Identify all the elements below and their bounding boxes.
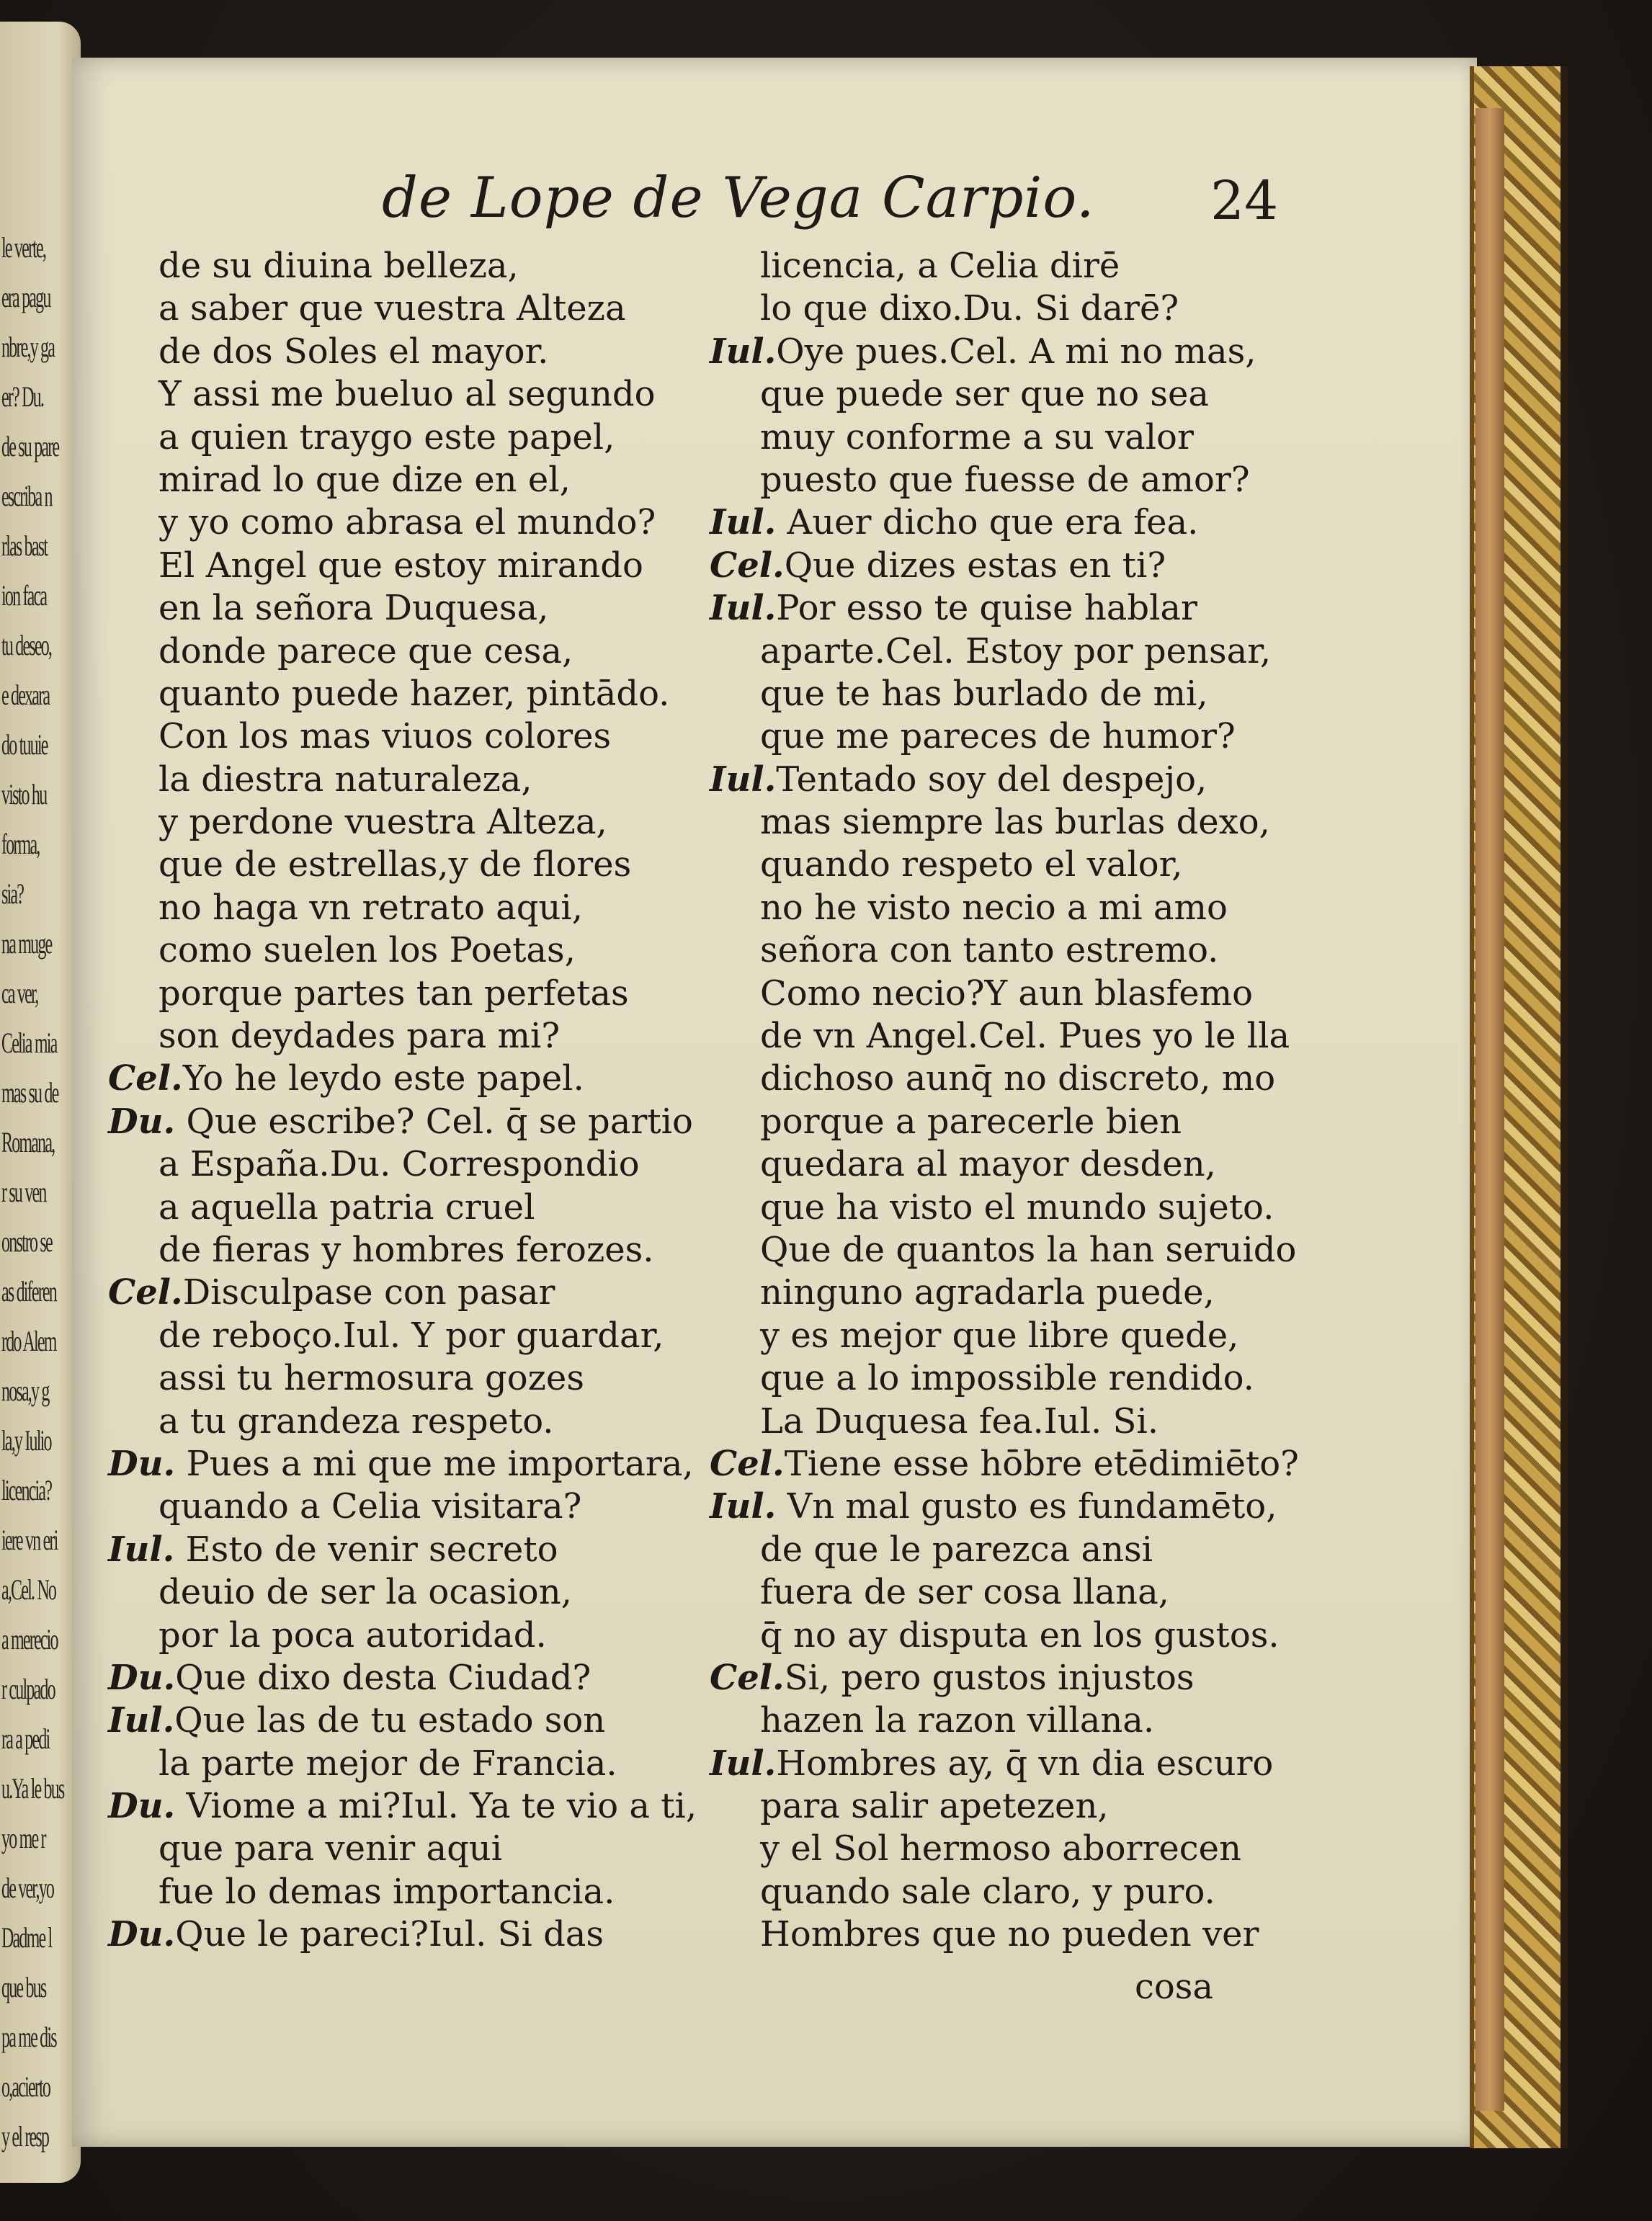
verse-text: Pues a mi que me importara, <box>175 1443 694 1484</box>
verse-line <box>108 630 728 673</box>
facing-page-fragment: onstro se <box>1 1225 52 1258</box>
verse-text: y es mejor que libre quede, <box>760 1315 1239 1356</box>
verse-line <box>108 1443 728 1485</box>
verse-text: muy conforme a su valor <box>760 416 1194 457</box>
verse-line <box>710 887 1372 929</box>
verse-line <box>710 1699 1372 1742</box>
speaker-label: Iul. <box>710 331 777 372</box>
verse-text: que ha visto el mundo sujeto. <box>760 1187 1274 1228</box>
verse-text: Tiene esse hōbre etēdimiēto? <box>784 1443 1299 1484</box>
verse-text: puesto que fuesse de amor? <box>760 459 1250 500</box>
verse-text: que para venir aqui <box>158 1828 503 1869</box>
verse-text: La Duquesa fea.Iul. Si. <box>760 1400 1158 1442</box>
verse-line <box>108 373 728 416</box>
verse-text: Que de quantos la han seruido <box>760 1229 1297 1270</box>
facing-page-fragment: mas su de <box>1 1076 58 1109</box>
verse-line <box>710 245 1372 287</box>
verse-line <box>108 1485 728 1528</box>
verse-line <box>710 673 1372 715</box>
facing-page-fragment: o,acierto <box>1 2070 50 2103</box>
verse-line <box>710 1614 1372 1657</box>
verse-text: licencia, a Celia dirē <box>760 246 1120 286</box>
text-column-right <box>710 245 1372 1957</box>
speaker-label: Iul. <box>108 1529 175 1570</box>
speaker-label: Du. <box>108 1101 176 1142</box>
verse-line <box>108 459 728 501</box>
facing-page-fragment: a,Cel. No <box>1 1573 56 1606</box>
facing-page-fragment: ion faca <box>1 579 47 612</box>
verse-text: ninguno agradarla puede, <box>760 1272 1215 1313</box>
verse-line <box>108 545 728 587</box>
verse-line <box>710 1871 1372 1913</box>
facing-page-fragment: Celia mia <box>1 1027 57 1059</box>
verse-text: que de estrellas,y de flores <box>158 844 632 885</box>
verse-text: a saber que vuestra Alteza <box>158 288 626 329</box>
verse-line <box>108 1828 728 1870</box>
facing-page-fragment: le verte, <box>1 231 46 264</box>
facing-page-edge <box>0 22 81 2183</box>
verse-text: son deydades para mi? <box>158 1016 561 1057</box>
verse-text: por la poca autoridad. <box>158 1614 547 1655</box>
speaker-label: Cel. <box>710 545 785 586</box>
verse-text: quando sale claro, y puro. <box>760 1871 1215 1912</box>
verse-line <box>108 1357 728 1400</box>
facing-page-fragment: de su pare <box>1 430 59 462</box>
verse-line <box>710 287 1372 330</box>
verse-line <box>108 759 728 801</box>
verse-line <box>108 1529 728 1571</box>
speaker-label: Cel. <box>108 1058 183 1099</box>
verse-text: quando a Celia visitara? <box>158 1486 582 1527</box>
verse-line <box>108 1785 728 1828</box>
verse-text: fuera de ser cosa llana, <box>760 1572 1169 1613</box>
verse-text: no haga vn retrato aqui, <box>158 887 584 928</box>
verse-line <box>108 587 728 630</box>
verse-line <box>108 287 728 330</box>
verse-line <box>108 844 728 886</box>
facing-page-fragment: Romana, <box>1 1126 55 1158</box>
verse-line <box>108 1315 728 1357</box>
verse-line <box>710 1485 1372 1528</box>
verse-text: como suelen los Poetas, <box>158 930 576 971</box>
facing-page-fragment: yo me r <box>1 1822 45 1854</box>
speaker-label: Iul. <box>710 1486 777 1527</box>
facing-page-fragment: ra a pedi <box>1 1722 50 1755</box>
speaker-label: Cel. <box>710 1443 785 1484</box>
page-block-edge <box>1475 108 1504 2111</box>
verse-text: dichoso aunq̄ no discreto, mo <box>760 1058 1276 1099</box>
speaker-label: Iul. <box>710 759 777 800</box>
verse-line <box>710 1400 1372 1443</box>
verse-line <box>108 673 728 715</box>
verse-line <box>108 801 728 844</box>
speaker-label: Iul. <box>710 588 777 629</box>
running-head: de Lope de Vega Carpio. <box>382 166 1095 231</box>
verse-line <box>710 1913 1372 1956</box>
facing-page-fragment: Dadme l <box>1 1921 52 1954</box>
verse-line <box>710 1529 1372 1571</box>
verse-text: assi tu hermosura gozes <box>158 1358 584 1399</box>
verse-line <box>710 929 1372 972</box>
catchword: cosa <box>1135 1967 1214 2007</box>
verse-text: hazen la razon villana. <box>760 1700 1155 1741</box>
speaker-label: Du. <box>108 1914 176 1955</box>
verse-text: Y assi me bueluo al segundo <box>158 374 656 415</box>
verse-line <box>710 1828 1372 1870</box>
verse-text: Que le pareci?Iul. Si das <box>175 1914 604 1955</box>
verse-text: Hombres que no pueden ver <box>760 1914 1259 1955</box>
verse-text: en la señora Duquesa, <box>158 588 549 629</box>
verse-line <box>108 1614 728 1657</box>
verse-line <box>108 1187 728 1229</box>
verse-line <box>108 1229 728 1272</box>
speaker-label: Cel. <box>108 1272 183 1313</box>
verse-text: mirad lo que dize en el, <box>158 459 571 500</box>
verse-line <box>710 501 1372 544</box>
verse-line <box>108 1871 728 1913</box>
verse-line <box>108 1272 728 1314</box>
verse-text: deuio de ser la ocasion, <box>158 1572 572 1613</box>
verse-line <box>108 973 728 1015</box>
verse-text: Que dizes estas en ti? <box>784 545 1166 586</box>
verse-line <box>710 844 1372 886</box>
verse-text: Con los mas viuos colores <box>158 716 612 757</box>
verse-text: mas siempre las burlas dexo, <box>760 802 1270 843</box>
facing-page-fragment: sia? <box>1 877 24 910</box>
verse-text: a tu grandeza respeto. <box>158 1400 554 1442</box>
verse-line <box>710 1443 1372 1485</box>
verse-text: que puede ser que no sea <box>760 374 1210 415</box>
facing-page-fragment: na muge <box>1 927 52 960</box>
verse-line <box>108 1015 728 1058</box>
verse-text: q̄ no ay disputa en los gustos. <box>760 1614 1280 1655</box>
verse-line <box>710 1357 1372 1400</box>
verse-line <box>710 416 1372 459</box>
speaker-label: Iul. <box>108 1700 175 1741</box>
verse-text: Que las de tu estado son <box>174 1700 606 1741</box>
verse-text: aparte.Cel. Estoy por pensar, <box>760 630 1272 671</box>
verse-line <box>710 630 1372 673</box>
verse-text: donde parece que cesa, <box>158 630 573 671</box>
verse-text: no he visto necio a mi amo <box>760 887 1228 928</box>
facing-page-fragment: as diferen <box>1 1275 56 1308</box>
facing-page-fragment: forma, <box>1 828 40 860</box>
verse-text: quando respeto el valor, <box>760 844 1183 885</box>
verse-text: la diestra naturaleza, <box>158 759 532 800</box>
verse-line <box>710 1058 1372 1100</box>
facing-page-fragment: a merecio <box>1 1623 58 1655</box>
facing-page-fragment: r culpado <box>1 1673 55 1705</box>
verse-line <box>710 1571 1372 1614</box>
verse-line <box>710 973 1372 1015</box>
verse-line <box>108 1400 728 1443</box>
verse-text: a quien traygo este papel, <box>158 416 615 457</box>
verse-line <box>710 715 1372 758</box>
verse-text: de dos Soles el mayor. <box>158 331 549 372</box>
verse-text: a aquella patria cruel <box>158 1187 535 1228</box>
verse-text: Auer dicho que era fea. <box>776 502 1199 543</box>
facing-page-fragment: er? Du. <box>1 380 44 413</box>
facing-page-fragment: pa me dis <box>1 2021 56 2053</box>
verse-text: quedara al mayor desden, <box>760 1144 1216 1185</box>
verse-text: Por esso te quise hablar <box>776 588 1197 629</box>
verse-text: Que dixo desta Ciudad? <box>175 1657 591 1698</box>
verse-line <box>108 1058 728 1100</box>
verse-text: la parte mejor de Francia. <box>158 1743 617 1784</box>
verse-line <box>710 1187 1372 1229</box>
verse-line <box>108 416 728 459</box>
verse-text: Oye pues.Cel. A mi no mas, <box>776 331 1256 372</box>
verse-line <box>710 331 1372 373</box>
verse-line <box>108 1743 728 1785</box>
facing-page-fragment: tu deseo, <box>1 629 52 661</box>
verse-line <box>108 1571 728 1614</box>
verse-text: de su diuina belleza, <box>158 246 519 286</box>
verse-line <box>710 1101 1372 1143</box>
speaker-label: Iul. <box>710 502 777 543</box>
speaker-label: Du. <box>108 1657 176 1698</box>
verse-text: Yo he leydo este papel. <box>182 1058 584 1099</box>
verse-text: que me pareces de humor? <box>760 716 1236 757</box>
verse-text: El Angel que estoy mirando <box>158 545 643 586</box>
facing-page-fragment: de ver,yo <box>1 1872 54 1904</box>
verse-line <box>710 759 1372 801</box>
facing-page-fragment: escriba n <box>1 480 52 512</box>
verse-text: porque partes tan perfetas <box>158 973 629 1014</box>
facing-page-fragment: era pagu <box>1 281 50 313</box>
verse-text: a España.Du. Correspondio <box>158 1144 640 1185</box>
facing-page-fragment: r su ven <box>1 1176 46 1208</box>
facing-page-fragment: visto hu <box>1 778 47 810</box>
verse-text: para salir apetezen, <box>760 1786 1109 1827</box>
verse-text: porque a parecerle bien <box>760 1101 1182 1142</box>
facing-page-fragment: ca ver, <box>1 977 38 1009</box>
verse-text: Vn mal gusto es fundamēto, <box>776 1486 1277 1527</box>
facing-page-fragment: la,y Iulio <box>1 1424 51 1457</box>
verse-text: fue lo demas importancia. <box>158 1871 615 1912</box>
verse-text: de reboço.Iul. Y por guardar, <box>158 1315 664 1356</box>
facing-page-fragment: iere vn eri <box>1 1524 58 1556</box>
verse-line <box>108 1101 728 1143</box>
verse-line <box>710 801 1372 844</box>
verse-text: señora con tanto estremo. <box>760 930 1219 971</box>
verse-text: Si, pero gustos injustos <box>784 1657 1195 1698</box>
verse-text: que a lo impossible rendido. <box>760 1358 1254 1399</box>
verse-line <box>108 245 728 287</box>
verse-line <box>710 1743 1372 1785</box>
text-column-left <box>108 245 728 1957</box>
page-number: 24 <box>1210 170 1279 232</box>
verse-text: Hombres ay, q̄ vn dia escuro <box>776 1743 1274 1784</box>
verse-line <box>108 929 728 972</box>
verse-text: y yo como abrasa el mundo? <box>158 502 656 543</box>
speaker-label: Iul. <box>710 1743 777 1784</box>
verse-text: Como necio?Y aun blasfemo <box>760 973 1254 1014</box>
facing-page-fragment: u.Ya le bus <box>1 1772 64 1805</box>
verse-line <box>710 1143 1372 1186</box>
verse-line <box>108 887 728 929</box>
verse-line <box>710 545 1372 587</box>
verse-text: Esto de venir secreto <box>174 1529 558 1570</box>
facing-page-fragment: rlas bast <box>1 529 48 562</box>
verse-line <box>710 459 1372 501</box>
verse-line <box>108 1657 728 1699</box>
verse-line <box>108 1699 728 1742</box>
verse-text: Que escribe? Cel. q̄ se partio <box>175 1101 693 1142</box>
verse-line <box>108 1913 728 1956</box>
facing-page-fragment: do tuuie <box>1 728 48 761</box>
speaker-label: Du. <box>108 1786 176 1827</box>
verse-line <box>710 1272 1372 1314</box>
verse-text: de fieras y hombres ferozes. <box>158 1229 654 1270</box>
verse-line <box>108 715 728 758</box>
verse-line <box>710 587 1372 630</box>
speaker-label: Cel. <box>710 1657 785 1698</box>
verse-line <box>710 1229 1372 1272</box>
verse-line <box>710 373 1372 416</box>
speaker-label: Du. <box>108 1443 176 1484</box>
facing-page-fragment: licencia? <box>1 1474 52 1506</box>
verse-line <box>108 331 728 373</box>
verse-line <box>108 1143 728 1186</box>
facing-page-fragment: e dexara <box>1 679 50 711</box>
facing-page-fragment: rdo Alem <box>1 1325 56 1357</box>
verse-line <box>710 1315 1372 1357</box>
verse-text: Tentado soy del despejo, <box>776 759 1207 800</box>
verse-text: de que le parezca ansi <box>760 1529 1153 1570</box>
verse-line <box>710 1785 1372 1828</box>
verse-text: y el Sol hermoso aborrecen <box>760 1828 1241 1869</box>
verse-text: Viome a mi?Iul. Ya te vio a ti, <box>175 1786 697 1827</box>
verse-text: Disculpase con pasar <box>182 1272 555 1313</box>
verse-text: que te has burlado de mi, <box>760 673 1208 714</box>
facing-page-fragment: nbre,y ga <box>1 331 55 363</box>
facing-page-fragment: nosa,y g <box>1 1375 49 1407</box>
verse-line <box>710 1657 1372 1699</box>
facing-page-fragment: que bus <box>1 1971 46 2003</box>
verse-text: de vn Angel.Cel. Pues yo le lla <box>760 1016 1290 1057</box>
facing-page-fragment: y el resp <box>1 2120 49 2153</box>
verse-line <box>108 501 728 544</box>
verse-text: quanto puede hazer, pintādo. <box>158 673 670 714</box>
verse-text: lo que dixo.Du. Si darē? <box>760 288 1179 329</box>
verse-text: y perdone vuestra Alteza, <box>158 802 607 843</box>
verse-line <box>710 1015 1372 1058</box>
